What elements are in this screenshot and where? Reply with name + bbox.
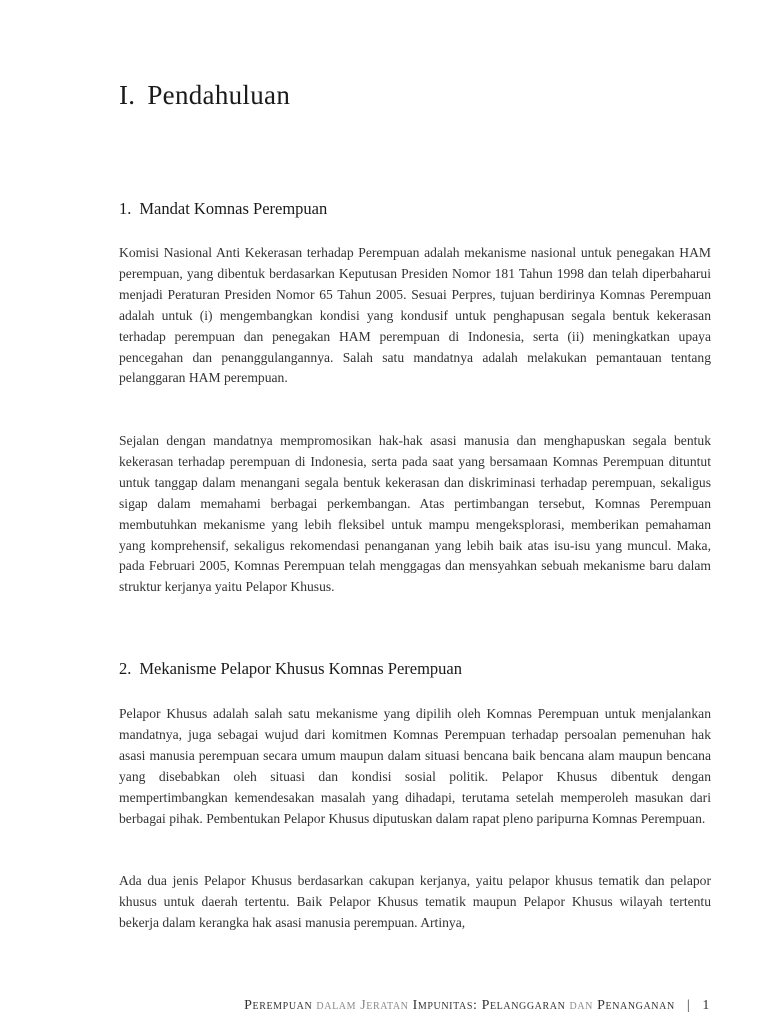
- paragraph: Ada dua jenis Pelapor Khusus berdasarkan cakupan kerjanya, yaitu pelapor khusus tematik dan pelapor khusus untuk daerah tertentu. Baik Pelapor Khusus tematik maupun Pelapor Khusus wilayah tertentu bekerja dalam kerangka hak asasi manusia perempuan. Artinya,: [119, 873, 711, 930]
- section-title-text: Mekanisme Pelapor Khusus Komnas Perempuan: [139, 659, 462, 678]
- section-number: 2.: [119, 659, 132, 678]
- footer-title-word: dan: [569, 998, 593, 1013]
- footer-title-word: Impunitas: Pelanggaran: [412, 998, 566, 1013]
- section-heading-2: [119, 659, 462, 679]
- section-number: 1.: [119, 199, 132, 218]
- running-footer: [0, 998, 710, 1014]
- section-title-text: Mandat Komnas Perempuan: [139, 199, 328, 218]
- chapter-number: I.: [119, 80, 136, 110]
- section-heading-1: [119, 199, 327, 219]
- footer-title-word: Perempuan: [244, 998, 313, 1013]
- footer-title-word: dalam: [316, 998, 357, 1013]
- page-number: 1: [702, 998, 710, 1013]
- chapter-title: [119, 80, 290, 111]
- paragraph: Komisi Nasional Anti Kekerasan terhadap Perempuan adalah mekanisme nasional untuk penegakan HAM perempuan, yang dibentuk berdasarkan Keputusan Presiden Nomor 181 Tahun 1998 dan telah diperbaharui menjadi Peraturan Presiden Nomor 65 Tahun 2005. Sesuai Perpres, tujuan berdirinya Komnas Perempuan adalah untuk (i) mengembangkan kondisi yang kondusif untuk penghapusan segala bentuk kekerasan terhadap perempuan dan penegakan HAM perempuan di Indonesia, serta (ii) meningkatkan upaya pencegahan dan penanggulangannya. Salah satu mandatnya adalah melakukan pemantauan tentang pelanggaran HAM perempuan.: [119, 245, 711, 386]
- paragraph: Sejalan dengan mandatnya mempromosikan hak-hak asasi manusia dan menghapuskan segala bentuk kekerasan terhadap perempuan di Indonesia, serta pada saat yang bersamaan Komnas Perempuan dituntut untuk tanggap dalam menangani segala bentuk kekerasan dan diskriminasi terhadap perempuan, sekaligus sigap dalam memahami berbagai perkembangan. Atas pertimbangan tersebut, Komnas Perempuan membutuhkan mekanisme yang lebih fleksibel untuk mampu mengeksplorasi, memberikan pemahaman yang komprehensif, sekaligus rekomendasi penanganan yang lebih baik atas isu-isu yang muncul. Maka, pada Februari 2005, Komnas Perempuan telah menggagas dan mensyahkan sebuah mekanisme baru dalam struktur kerjanya yaitu Pelapor Khusus.: [119, 433, 711, 595]
- footer-title-word: Penanganan: [597, 998, 675, 1013]
- footer-title-word: Jeratan: [360, 998, 409, 1013]
- footer-separator: |: [686, 998, 691, 1013]
- chapter-title-text: Pendahuluan: [147, 80, 291, 110]
- paragraph: Pelapor Khusus adalah salah satu mekanisme yang dipilih oleh Komnas Perempuan untuk menjalankan mandatnya, juga sebagai wujud dari komitmen Komnas Perempuan terhadap persoalan pemenuhan hak asasi manusia perempuan secara umum maupun dalam situasi bencana baik bencana alam maupun bencana yang disebabkan oleh situasi dan kondisi sosial politik. Pelapor Khusus dibentuk dengan mempertimbangkan kemendesakan masalah yang dihadapi, terutama setelah memperoleh masukan dari berbagai pihak. Pembentukan Pelapor Khusus diputuskan dalam rapat pleno paripurna Komnas Perempuan.: [119, 706, 711, 826]
